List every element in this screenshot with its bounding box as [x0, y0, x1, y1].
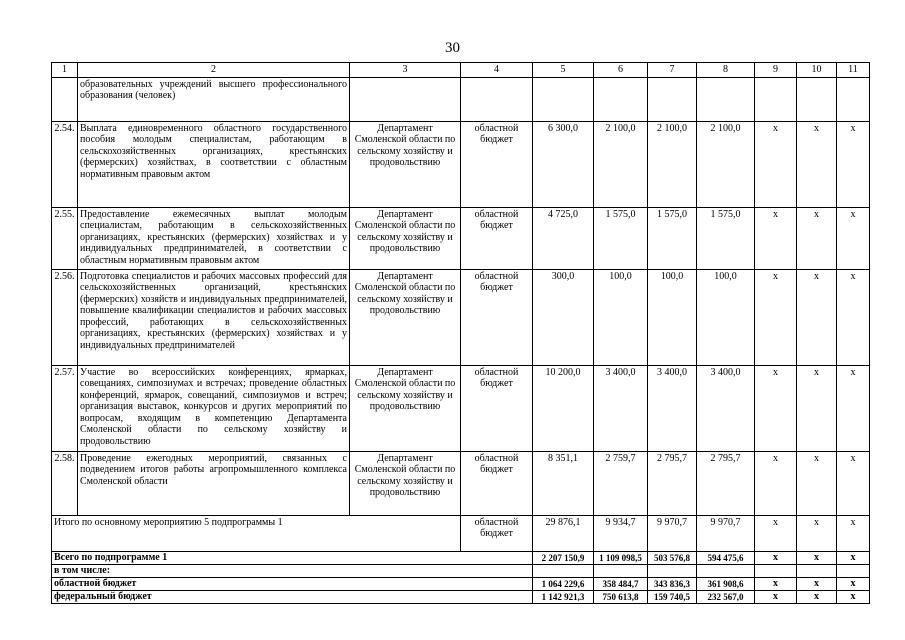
- row-value-8: 2 795,7: [697, 451, 755, 515]
- row-value-11: х: [837, 269, 870, 365]
- summary-label: Всего по подпрограмме 1: [52, 551, 533, 564]
- row-value-5: 300,0: [533, 269, 594, 365]
- row-value-9: х: [755, 269, 797, 365]
- continuation-text: образовательных учреждений высшего профессионального образования (человек): [78, 77, 350, 121]
- summary-value-10: х: [797, 551, 837, 564]
- row-description: Подготовка специалистов и рабочих массовых профессий для сельскохозяйственных организаций, крестьянских (фермерских) хозяйств и индивидуальных предпринимателей, повышение квалификации специалистов и рабочих массовых профессий, работающих в сельскохозяйственных организациях, крестьянских (фермерских) хозяйствах и у индивидуальных предпринимателей: [78, 269, 350, 365]
- table-row: [52, 365, 870, 451]
- summary-value-9: х: [755, 551, 797, 564]
- col-header: 11: [837, 63, 870, 78]
- row-value-7: 2 100,0: [648, 121, 697, 207]
- row-value-6: 3 400,0: [594, 365, 648, 451]
- row-value-7: 1 575,0: [648, 207, 697, 269]
- total-main-value-10: х: [797, 515, 837, 551]
- row-department: Департамент Смоленской области по сельскому хозяйству и продовольствию: [350, 207, 461, 269]
- col-header: 7: [648, 63, 697, 78]
- row-value-8: 3 400,0: [697, 365, 755, 451]
- table-row: [52, 451, 870, 515]
- summary-value-8: 232 567,0: [697, 590, 755, 603]
- summary-value-8: 594 475,6: [697, 551, 755, 564]
- summary-row: [52, 590, 870, 603]
- row-value-6: 2 759,7: [594, 451, 648, 515]
- row-description: Участие во всероссийских конференциях, ярмарках, совещаниях, симпозиумах и встречах; проведение областных конференций, ярмарок, совещаний, симпозиумов и встреч; организация выставок, конкурсов и других мероприятий по вопросам, входящим в компетенцию Департамента Смоленской области по сельскому хозяйству и продовольствию: [78, 365, 350, 451]
- total-main-row: [52, 515, 870, 551]
- row-value-9: х: [755, 365, 797, 451]
- continuation-row: [52, 77, 870, 121]
- row-source: областной бюджет: [461, 269, 533, 365]
- row-number: 2.56.: [52, 269, 78, 365]
- summary-value-6: 750 613,8: [594, 590, 648, 603]
- summary-label: областной бюджет: [52, 577, 533, 590]
- row-department: Департамент Смоленской области по сельскому хозяйству и продовольствию: [350, 121, 461, 207]
- row-value-10: х: [797, 451, 837, 515]
- summary-value-7: 159 740,5: [648, 590, 697, 603]
- row-value-8: 2 100,0: [697, 121, 755, 207]
- total-main-value-6: 9 934,7: [594, 515, 648, 551]
- row-value-6: 2 100,0: [594, 121, 648, 207]
- summary-value-7: 343 836,3: [648, 577, 697, 590]
- summary-value-8: 361 908,6: [697, 577, 755, 590]
- row-value-11: х: [837, 451, 870, 515]
- col-header: 9: [755, 63, 797, 78]
- total-main-value-7: 9 970,7: [648, 515, 697, 551]
- col-header: 2: [78, 63, 350, 78]
- row-description: Проведение ежегодных мероприятий, связанных с подведением итогов работы агропромышленного комплекса Смоленской области: [78, 451, 350, 515]
- summary-value-5: 1 142 921,3: [533, 590, 594, 603]
- row-value-7: 2 795,7: [648, 451, 697, 515]
- row-description: Предоставление ежемесячных выплат молодым специалистам, работающим в сельскохозяйственных организациях, крестьянских (фермерских) хозяйствах и у индивидуальных предпринимателей, в соответствии с областным нормативным правовым актом: [78, 207, 350, 269]
- page-number: 30: [445, 40, 460, 56]
- row-value-9: х: [755, 451, 797, 515]
- row-value-8: 1 575,0: [697, 207, 755, 269]
- row-value-10: х: [797, 269, 837, 365]
- row-department: Департамент Смоленской области по сельскому хозяйству и продовольствию: [350, 451, 461, 515]
- summary-value-11: х: [837, 577, 870, 590]
- col-header: 1: [52, 63, 78, 78]
- row-number: 2.58.: [52, 451, 78, 515]
- total-main-value-9: х: [755, 515, 797, 551]
- summary-value-6: 1 109 098,5: [594, 551, 648, 564]
- table-row: [52, 121, 870, 207]
- summary-value-11: х: [837, 551, 870, 564]
- row-number: 2.55.: [52, 207, 78, 269]
- table-row: [52, 269, 870, 365]
- row-value-11: х: [837, 365, 870, 451]
- col-header: 6: [594, 63, 648, 78]
- row-description: Выплата единовременного областного государственного пособия молодым специалистам, работающим в сельскохозяйственных организациях, крестьянских (фермерских) хозяйствах, в соответствии с областным нормативным правовым актом: [78, 121, 350, 207]
- row-source: областной бюджет: [461, 207, 533, 269]
- row-value-11: х: [837, 207, 870, 269]
- summary-value-11: х: [837, 590, 870, 603]
- total-main-label: Итого по основному мероприятию 5 подпрограммы 1: [52, 515, 461, 551]
- row-source: областной бюджет: [461, 365, 533, 451]
- row-value-7: 3 400,0: [648, 365, 697, 451]
- row-value-5: 6 300,0: [533, 121, 594, 207]
- summary-row: [52, 551, 870, 564]
- summary-row: [52, 577, 870, 590]
- summary-value-6: 358 484,7: [594, 577, 648, 590]
- row-value-5: 8 351,1: [533, 451, 594, 515]
- row-value-5: 10 200,0: [533, 365, 594, 451]
- row-value-8: 100,0: [697, 269, 755, 365]
- column-number-header: [52, 63, 870, 78]
- row-number: 2.54.: [52, 121, 78, 207]
- summary-value-9: х: [755, 577, 797, 590]
- summary-value-10: х: [797, 577, 837, 590]
- col-header: 8: [697, 63, 755, 78]
- row-department: Департамент Смоленской области по сельскому хозяйству и продовольствию: [350, 365, 461, 451]
- summary-value-10: х: [797, 590, 837, 603]
- summary-label: в том числе:: [52, 564, 533, 577]
- summary-value-5: 1 064 229,6: [533, 577, 594, 590]
- row-value-6: 1 575,0: [594, 207, 648, 269]
- summary-row: [52, 564, 870, 577]
- col-header: 5: [533, 63, 594, 78]
- row-value-10: х: [797, 207, 837, 269]
- total-main-value-11: х: [837, 515, 870, 551]
- row-value-9: х: [755, 121, 797, 207]
- summary-value-7: 503 576,8: [648, 551, 697, 564]
- table-row: [52, 207, 870, 269]
- col-header: 4: [461, 63, 533, 78]
- row-value-10: х: [797, 121, 837, 207]
- budget-table: [51, 62, 870, 604]
- summary-value-5: 2 207 150,9: [533, 551, 594, 564]
- row-value-11: х: [837, 121, 870, 207]
- row-number: 2.57.: [52, 365, 78, 451]
- total-main-value-5: 29 876,1: [533, 515, 594, 551]
- total-main-source: областной бюджет: [461, 515, 533, 551]
- summary-value-9: х: [755, 590, 797, 603]
- summary-label: федеральный бюджет: [52, 590, 533, 603]
- row-source: областной бюджет: [461, 121, 533, 207]
- total-main-value-8: 9 970,7: [697, 515, 755, 551]
- row-value-5: 4 725,0: [533, 207, 594, 269]
- col-header: 3: [350, 63, 461, 78]
- row-value-6: 100,0: [594, 269, 648, 365]
- row-source: областной бюджет: [461, 451, 533, 515]
- row-department: Департамент Смоленской области по сельскому хозяйству и продовольствию: [350, 269, 461, 365]
- col-header: 10: [797, 63, 837, 78]
- row-value-7: 100,0: [648, 269, 697, 365]
- row-value-9: х: [755, 207, 797, 269]
- row-value-10: х: [797, 365, 837, 451]
